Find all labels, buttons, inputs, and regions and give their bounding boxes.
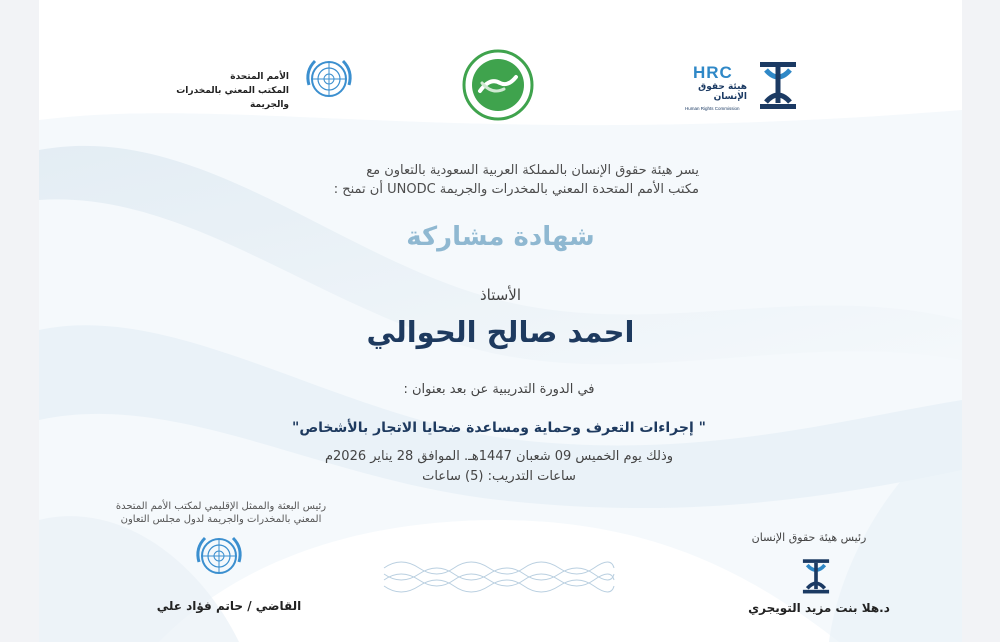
training-hours: ساعات التدريب: (5) ساعات: [422, 469, 576, 484]
course-name: " إجراءات التعرف وحماية ومساعدة ضحايا الاتجار بالأشخاص": [292, 420, 706, 436]
intro-line2: مكتب الأمم المتحدة المعني بالمخدرات والجريمة UNODC أن تمنح :: [333, 182, 699, 197]
unodc-header-text: [149, 70, 289, 112]
hrc-abbr: HRC: [693, 63, 733, 82]
certificate-page: [39, 0, 962, 642]
hrc-arabic-name: هيئة حقوق الإنسان: [698, 82, 747, 102]
recipient-name: احمد صالح الحوالي: [366, 315, 635, 349]
left-title-line1: رئيس البعثة والممثل الإقليمي لمكتب الأمم المتحدة: [115, 501, 327, 512]
right-signatory-title: رئيس هيئة حقوق الإنسان: [751, 531, 867, 544]
certificate-title: شهادة مشاركة: [406, 222, 595, 252]
hrc-emblem-icon: [800, 556, 832, 596]
date-line: وذلك يوم الخميس 09 شعبان 1447هـ. الموافق 28 يناير 2026م: [324, 449, 674, 464]
un-emblem-icon: [301, 55, 357, 105]
hrc-emblem-icon: [756, 58, 800, 112]
unodc-line2: المكتب المعني بالمخدرات والجريمة: [176, 86, 289, 110]
intro-line1: يسر هيئة حقوق الإنسان بالمملكة العربية السعودية بالتعاون مع: [366, 163, 699, 178]
hrc-english-name: Human Rights Commission: [685, 106, 740, 111]
honorific: الأستاذ: [479, 286, 522, 304]
right-signatory-name: د.هلا بنت مزيد التويجري: [748, 601, 890, 615]
left-signatory-name: القاضي / حاتم فؤاد علي: [156, 599, 302, 613]
handshake-emblem-icon: [460, 47, 536, 123]
left-title-line2: المعني بالمخدرات والجريمة لدول مجلس التعاون: [120, 514, 322, 525]
left-signatory-title: [101, 500, 341, 526]
un-emblem-icon: [190, 532, 248, 582]
course-intro: في الدورة التدريبية عن بعد بعنوان :: [403, 382, 595, 397]
unodc-line1: الأمم المتحدة: [230, 72, 289, 82]
